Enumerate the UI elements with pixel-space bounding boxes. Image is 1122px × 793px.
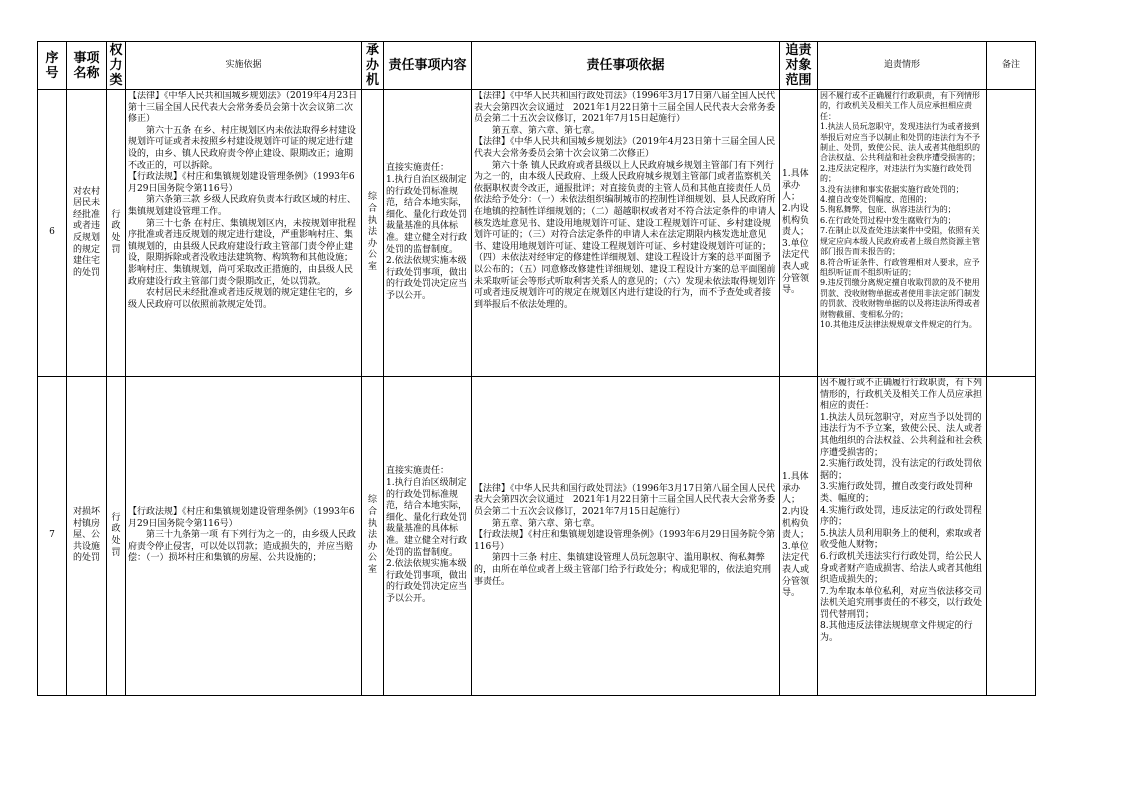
- row-basis: [126, 90, 362, 377]
- header-row: [38, 42, 1036, 90]
- content-text: 直接实施责任： 1.执行自治区级制定的行政处罚标准规范，结合本地实际，细化、量化行政处罚裁量基准的具体标准。建立健全对行政处罚的监督制度。 2.依法依规实施本级行政处罚事项，做出的行政处罚决定应当予以公开。: [386, 466, 468, 604]
- content-text: 直接实施责任： 1.执行自治区级制定的行政处罚标准规范，结合本地实际，细化、量化行政处罚裁量基准的具体标准。建立健全对行政处罚的监督制度。 2.依法依规实施本级行政处罚事项，做出的行政处罚决定应当予以公开。: [386, 163, 468, 301]
- resp-paragraph: 【法律】《中华人民共和国行政处罚法》（1996年3月17日第八届全国人民代表大会第四次会议通过 2021年1月22日第十三届全国人民代表大会常务委员会第二十五次会议修订，2021年7月15日起施行）: [474, 483, 776, 518]
- row-resp-basis: [472, 377, 780, 696]
- target-text: 1.具体承办人； 2.内设机构负责人； 3.单位法定代表人或分管领导。: [782, 472, 810, 599]
- row-content: [384, 377, 472, 696]
- header-name: 事项名称: [67, 42, 107, 90]
- header-basis: 实施依据: [126, 42, 362, 90]
- row-dept: 综合执法办公室: [362, 377, 384, 696]
- row-resp-basis: [472, 90, 780, 377]
- resp-paragraph: 第四十三条 村庄、集镇建设管理人员玩忽职守、滥用职权、徇私舞弊的，由所在单位或者上级主管部门给予行政处分；构成犯罪的，依法追究刑事责任。: [474, 553, 772, 587]
- basis-paragraph: 第六条第三款 乡级人民政府负责本行政区域的村庄、集镇规划建设管理工作。: [128, 195, 356, 217]
- basis-paragraph: 【法律】《中华人民共和国城乡规划法》（2019年4月23日第十三届全国人民代表大会常务委员会第十次会议第二次修正）: [128, 91, 358, 125]
- row-name: 对损坏村镇房屋、公共设施的处罚: [67, 377, 107, 696]
- resp-paragraph: 第六十条 镇人民政府或者县级以上人民政府城乡规划主管部门有下列行为之一的，由本级人民政府、上级人民政府城乡规划主管部门或者监察机关依据职权责令改正，通报批评；对直接负责的主管人员和其他直接责任人员依法给予处分：（一）未依法组织编制城市的控制性详细规划、县人民政府所在地镇的控制性详细规划的；（二）超越职权或者对不符合法定条件的申请人核发选址意见书、建设用地规划许可证、建设工程规划许可证、乡村建设规划许可证的；（三）对符合法定条件的申请人未在法定期限内核发选址意见书、建设用地规划许可证、建设工程规划许可证、乡村建设规划许可证的；（四）未依法对经审定的修建性详细规划、建设工程设计方案的总平面图予以公布的；（五）同意修改修建性详细规划、建设工程设计方案的总平面图前未采取听证会等形式听取利害关系人的意见的；（六）发现未依法取得规划许可或者违反规划许可的规定在规划区内进行建设的行为，而不予查处或者接到举报后不依法处理的。: [474, 160, 776, 310]
- resp-paragraph: 【法律】《中华人民共和国城乡规划法》（2019年4月23日第十三届全国人民代表大会常务委员会第十次会议第二次修正）: [474, 137, 776, 159]
- header-circ: 追责情形: [818, 42, 987, 90]
- row-seq: 6: [38, 90, 67, 377]
- table-row: [38, 90, 1036, 377]
- basis-paragraph: 第六十五条 在乡、村庄规划区内未依法取得乡村建设规划许可证或者未按照乡村建设规划许可证的规定进行建设的，由乡、镇人民政府责令停止建设、限期改正；逾期不改正的，可以拆除。: [128, 125, 356, 171]
- resp-paragraph: 【行政法规】《村庄和集镇规划建设管理条例》（1993年6月29日国务院令第116号）: [474, 530, 776, 552]
- row-circ: [818, 377, 987, 696]
- target-text: 1.具体承办人； 2.内设机构负责人； 3.单位法定代表人或分管领导。: [782, 169, 810, 296]
- row-circ: [818, 90, 987, 377]
- row-content: [384, 90, 472, 377]
- header-resp-basis: 责任事项依据: [472, 42, 780, 90]
- resp-paragraph: 【法律】《中华人民共和国行政处罚法》（1996年3月17日第八届全国人民代表大会第四次会议通过 2021年1月22日第十三届全国人民代表大会常务委员会第二十五次会议修订，2021年7月15日起施行）: [474, 91, 776, 125]
- row-basis: [126, 377, 362, 696]
- basis-paragraph: 【行政法规】《村庄和集镇规划建设管理条例》（1993年6月29日国务院令第116号）: [128, 172, 355, 194]
- row-type: 行政处罚: [107, 90, 126, 377]
- row-name: 对农村居民未经批准或者违反规划的规定建住宅的处罚: [67, 90, 107, 377]
- header-content: 责任事项内容: [384, 42, 472, 90]
- row-dept: 综合执法办公室: [362, 90, 384, 377]
- row-target: [780, 377, 818, 696]
- header-seq: 序号: [38, 42, 67, 90]
- resp-paragraph: 第五章、第六章、第七章。: [492, 125, 601, 136]
- header-target: 追责对象范围: [780, 42, 818, 90]
- table-row: [38, 377, 1036, 696]
- basis-paragraph: 第三十九条第一项 有下列行为之一的，由乡级人民政府责令停止侵害，可以处以罚款；造成损失的，并应当赔偿：（一）损坏村庄和集镇的房屋、公共设施的；: [128, 530, 356, 564]
- basis-paragraph: 第三十七条 在村庄、集镇规划区内，未按规划审批程序批准或者违反规划的规定进行建设，严重影响村庄、集镇规划的，由县级人民政府建设行政主管部门责令停止建设，限期拆除或者没收违法建筑物、构筑物和其他设施；影响村庄、集镇规划，尚可采取改正措施的，由县级人民政府建设行政主管部门责令限期改正，处以罚款。: [128, 218, 356, 287]
- resp-paragraph: 第五章、第六章、第七章。: [492, 518, 601, 529]
- responsibility-table: [37, 41, 1036, 696]
- row-note: [987, 90, 1036, 377]
- circ-text: 因不履行或不正确履行行政职责，有下列情形的，行政机关及相关工作人员应承担相应的责任： 1.执法人员玩忽职守，对应当予以处罚的违法行为不予立案，致使公民、法人或者其他组织的合法权益、公共利益和社会秩序遭受损害的； 2.实施行政处罚，没有法定的行政处罚依据的； 3.实施行政处罚，擅自改变行政处罚种类、幅度的； 4.实施行政处罚，违反法定的行政处罚程序的； 5.执法人员利用职务上的便利，索取或者收受他人财物； 6.行政机关违法实行行政处罚，给公民人身或者财产造成损害、给法人或者其他组织造成损失的； 7.为牟取本单位私利，对应当依法移交司法机关追究刑事责任的不移交，以行政处罚代替刑罚； 8.其他违反法律法规规章文件规定的行为。: [820, 378, 983, 644]
- row-seq: 7: [38, 377, 67, 696]
- header-dept: 承办机: [362, 42, 384, 90]
- basis-paragraph: 【行政法规】《村庄和集镇规划建设管理条例》（1993年6月29日国务院令第116号）: [128, 507, 355, 529]
- header-note: 备注: [987, 42, 1036, 90]
- row-type: 行政处罚: [107, 377, 126, 696]
- basis-paragraph: 农村居民未经批准或者违反规划的规定建住宅的，乡级人民政府可以依照前款规定处罚。: [128, 288, 354, 310]
- circ-text: 因不履行或不正确履行行政职责，有下列情形的，行政机关及相关工作人员应承担相应责任： 1.执法人员玩忽职守，发现违法行为或者接到举报后对应当予以制止和处罚的违法行为不予制止、处罚，致使公民、法人或者其他组织的合法权益、公共利益和社会秩序遭受损害的； 2.违反法定程序，对违法行为实施行政处罚的； 3.没有法律和事实依据实施行政处罚的； 4.擅自改变处罚幅度、范围的； 5.徇私舞弊，包庇、纵容违法行为的； 6.在行政处罚过程中发生腐败行为的； 7.在制止以及查处违法案件中受阻，依照有关规定应向本级人民政府或者上级自然资源主管部门报告而未报告的； 8.符合听证条件、行政管理相对人要求，应予组织听证而不组织听证的； 9.违反罚缴分离规定擅自收取罚款的及不使用罚款、没收财物单据或者使用非法定部门制发的罚款、没收财物单据的以及将违法所得或者财物截留、变相私分的； 10.其他违反法律法规规章文件规定的行为。: [820, 91, 980, 329]
- row-note: [987, 377, 1036, 696]
- row-target: [780, 90, 818, 377]
- header-type: 权力类: [107, 42, 126, 90]
